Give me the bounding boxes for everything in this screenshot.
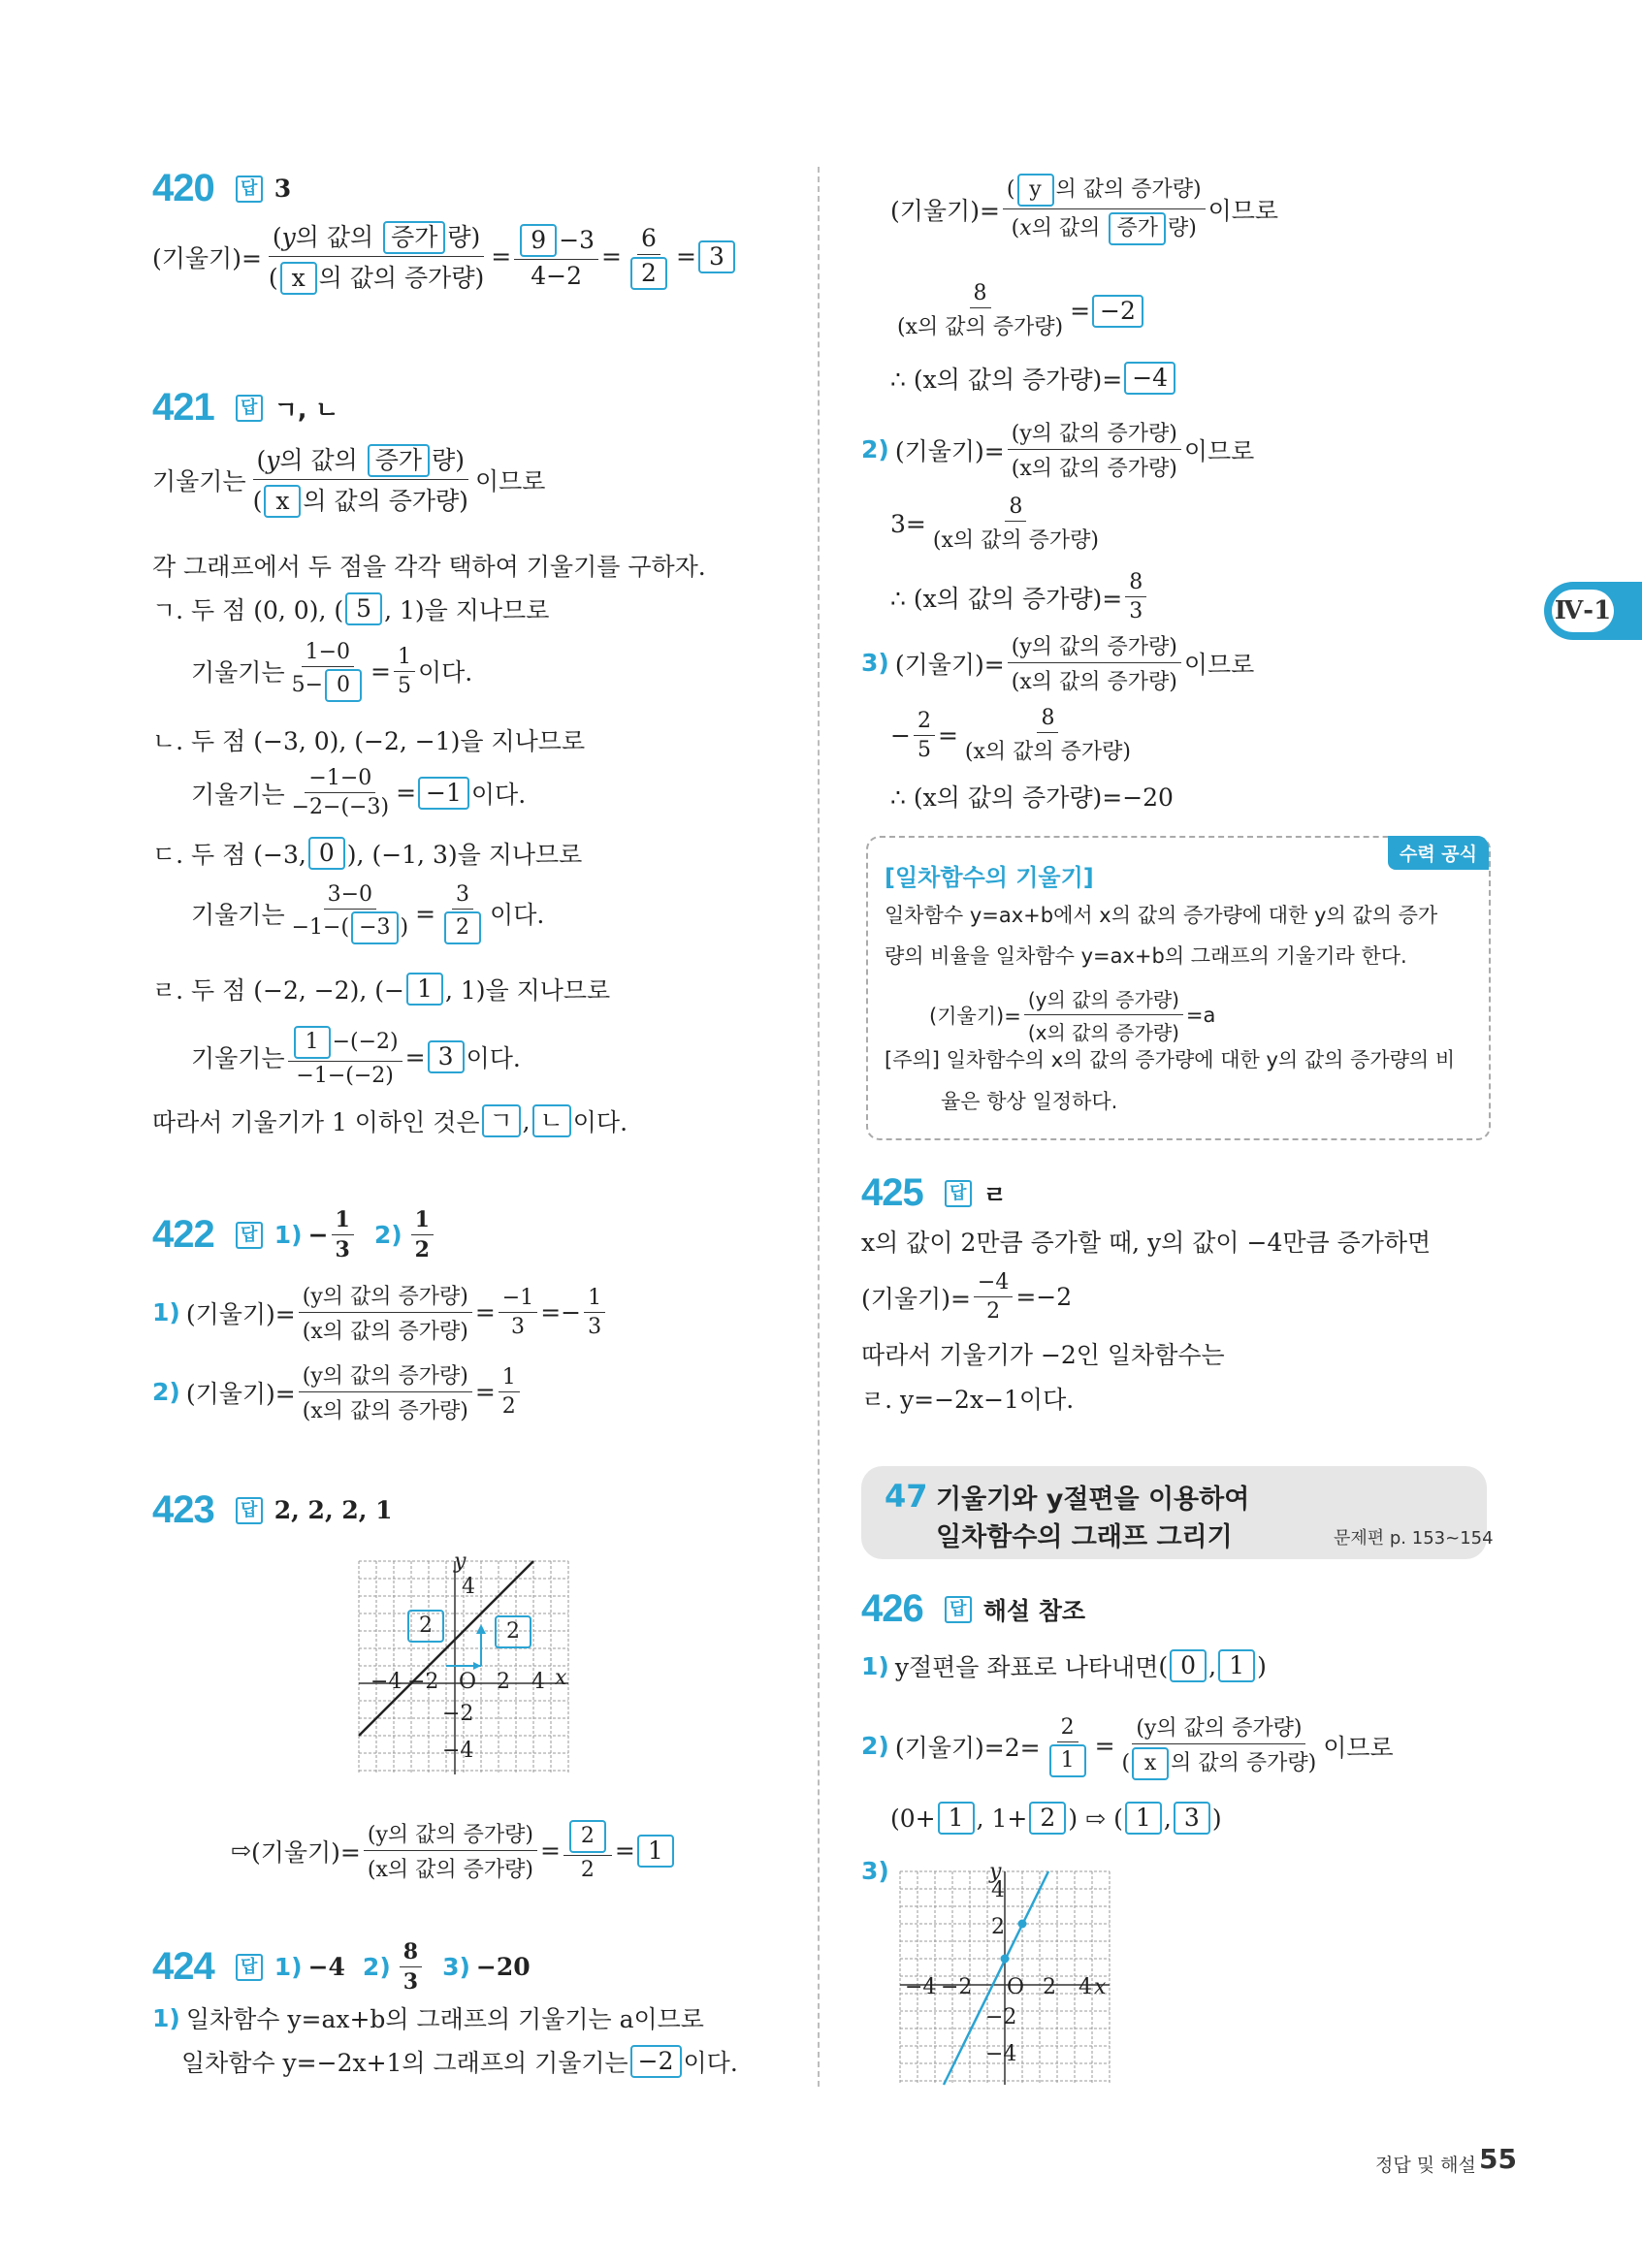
tick-label: −2 (941, 1975, 973, 1999)
blank-box: 2 (630, 257, 667, 290)
blank-box: 증가 (1109, 212, 1166, 245)
answer-mark: 답 (945, 1180, 972, 1207)
fraction: $\frac{-1-0}{-2-(-3)}$ (291, 766, 390, 819)
answer-mark: 답 (236, 1222, 263, 1249)
tick-label: 4 (1079, 1975, 1092, 1999)
problem-number: 425 (861, 1171, 923, 1214)
blank-box: ㄴ (532, 1104, 571, 1137)
blank-box: 1 (938, 1802, 975, 1835)
p421-conclusion: 따라서 기울기가 1 이하인 것은 ㄱ , ㄴ 이다. (152, 1106, 628, 1136)
problem-423-header (152, 1488, 393, 1532)
text: ㄴ. 두 점 (−3, 0), (−2, −1)을 지나므로 (152, 727, 586, 755)
text: ㄱ. 두 점 (0, 0), ( (152, 596, 344, 624)
tick-label: 4 (531, 1670, 545, 1694)
axis-label: O (459, 1670, 477, 1694)
var-y: y (266, 446, 280, 474)
tick-label: −4 (370, 1670, 402, 1694)
eq: = (491, 242, 512, 271)
r-s3-c: ∴ (x의 값의 증가량)=−20 (890, 783, 1174, 812)
tick-label: 4 (462, 1575, 475, 1599)
text: 6 (637, 224, 660, 255)
fraction: $\frac{3}{2}$ (438, 882, 487, 944)
blank-box: 1 (1049, 1744, 1086, 1777)
axis-label: x (555, 1666, 567, 1690)
p422-line2: 2) (기울기)= $\frac{\text{(y의 값의 증가량)}}{\text{(x의 값의 증가량)}}$ = $\frac{1}{2}$ (152, 1359, 523, 1424)
blank-box: 0 (1170, 1649, 1207, 1682)
r-s3-b: − $\frac{2}{5}$ = $\frac{8}{\text{(x의 값의 증가량)}}$ (890, 706, 1131, 764)
p426-line4-label: 3) (861, 1857, 889, 1885)
blank-box: −2 (630, 2045, 682, 2078)
p421-line2 (152, 548, 706, 583)
tick-label: −4 (985, 2042, 1017, 2066)
answer-mark: 답 (236, 1954, 263, 1981)
r-line1: (기울기)= $\frac{\text{( y 의 값의 증가량)}}{\text{(x의 값의 증가 량)}}$ 이므로 (890, 173, 1278, 245)
formula-tag: 수력 공식 (1388, 836, 1489, 870)
problem-number: 420 (152, 167, 214, 209)
text: 의 값의 증가량 (318, 264, 475, 292)
p421-g3: ㄷ. 두 점 (−3, 0 ), (−1, 3)을 지나므로 (152, 839, 583, 869)
axis-label: O (1007, 1975, 1025, 1999)
p425-line1: x의 값이 2만큼 증가할 때, y의 값이 −4만큼 증가하면 (861, 1229, 1432, 1257)
p426-line2: 2) (기울기)=2= $\frac{2}{1}$ = $\frac{\text{(y의 값의 증가량)}}{\text{( x 의 값의 증가량)}}$ 이므로 (861, 1711, 1394, 1780)
problem-420-header (152, 167, 291, 210)
answer-value: 해설 참조 (982, 1596, 1086, 1625)
blank-box: −1 (418, 777, 469, 810)
blank-box: 1 (294, 1026, 331, 1059)
problem-number: 422 (152, 1213, 214, 1256)
problem-number: 423 (152, 1488, 214, 1531)
p421-g2 (152, 722, 585, 757)
formula-note1: [주의] 일차함수의 x의 값의 증가량에 대한 y의 값의 증가량의 비 (885, 1048, 1456, 1071)
text: −3 (559, 225, 596, 254)
p424-line1: 1) 일차함수 y=ax+b의 그래프의 기울기는 a이므로 (152, 2003, 704, 2033)
eq: = (676, 242, 696, 271)
problem-420-formula (152, 218, 737, 295)
p423-result: ⇨ (기울기)= $\frac{\text{(y의 값의 증가량)}}{\text{(x의 값의 증가량)}}$ = $\frac{2}{2}$ = 1 (231, 1818, 676, 1883)
blank-box: ㄱ (482, 1104, 521, 1137)
problem-number: 424 (152, 1945, 214, 1988)
blank-box: −4 (1124, 362, 1175, 395)
p425-line2: (기울기)= $\frac{-4}{2}$ =−2 (861, 1270, 1073, 1324)
r-s2-b: 3= $\frac{8}{\text{(x의 값의 증가량)}}$ (890, 495, 1099, 553)
p421-g3-slope: 기울기는 $\frac{3-0}{-1-( -3 )}$ = $\frac{3}{2}$ 이다. (191, 882, 544, 944)
blank-box: 2 (444, 911, 481, 944)
blank-box: x (1132, 1747, 1169, 1780)
graph-blank-box: 2 (495, 1615, 531, 1648)
blank-box: 0 (325, 669, 362, 702)
blank-box: 2 (1029, 1802, 1066, 1835)
text: 각 그래프에서 두 점을 각각 택하여 기울기를 구하자. (152, 553, 706, 581)
r-s3: 3) (기울기)= $\frac{\text{(y의 값의 증가량)}}{\text{(x의 값의 증가량)}}$ 이므로 (861, 630, 1254, 695)
answer-mark: 답 (945, 1596, 972, 1623)
blank-box: 1 (1125, 1802, 1162, 1835)
section-number: 47 (885, 1478, 928, 1515)
formula-line1: 일차함수 y=ax+b에서 x의 값의 증가량에 대한 y의 값의 증가 (885, 904, 1438, 927)
answer-mark: 답 (236, 395, 263, 422)
fraction: $\frac{1}{5}$ (394, 645, 415, 698)
fraction: $\frac{\text{(y의 값의 증가 량)}}{\text{( x 의 값의 증가량)}}$ (249, 441, 472, 518)
answer-mark: 답 (236, 1497, 263, 1524)
formula-line2: 량의 비율을 일차함수 y=ax+b의 그래프의 기울기라 한다. (885, 944, 1407, 968)
text: 의 값의 (279, 446, 366, 474)
answer-value: ㄱ, ㄴ (274, 395, 339, 424)
p421-g1 (152, 591, 549, 626)
axis-label: y (454, 1549, 467, 1574)
blank-box: −3 (351, 911, 398, 944)
tick-label: 2 (497, 1670, 510, 1694)
p426-line1: 1) y절편을 좌표로 나타내면 ( 0 , 1 ) (861, 1651, 1267, 1681)
fraction (514, 224, 598, 290)
tick-label: −4 (905, 1975, 937, 1999)
answer-value: 3 (274, 175, 292, 203)
text: 기울기는 (191, 658, 285, 687)
slope-label: (기울기)= (152, 243, 262, 272)
p421-line1 (152, 441, 545, 518)
page-number: 55 (1479, 2143, 1517, 2175)
blank-box: 1 (406, 973, 443, 1006)
formula-note2: 율은 항상 일정하다. (941, 1090, 1118, 1113)
text: 량 (432, 446, 456, 474)
blank-box: x (264, 485, 301, 518)
problem-number: 426 (861, 1587, 923, 1630)
answer-value: 2, 2, 2, 1 (274, 1496, 393, 1524)
p421-g4-slope: 기울기는 $\frac{1 -(-2)}{-1-(-2)}$ = 3 이다. (191, 1026, 521, 1088)
tick-label: −2 (442, 1702, 474, 1726)
section-ref: 문제편 p. 153~154 (1334, 1528, 1494, 1549)
section-title-2: 일차함수의 그래프 그리기 (936, 1522, 1233, 1552)
blank-box: 1 (1218, 1649, 1255, 1682)
problem-422-header: 422 답 1) − $\frac{1}{3}$ 2) $\frac{1}{2}$ (152, 1207, 436, 1262)
fraction: $\frac{1-0}{5- 0}$ (288, 640, 368, 702)
p421-g2-slope: 기울기는 $\frac{-1-0}{-2-(-3)}$ = −1 이다. (191, 766, 527, 819)
footer-label: 정답 및 해설 (1375, 2155, 1476, 2176)
r-line2: $\frac{8}{\text{(x의 값의 증가량)}}$ = −2 (890, 281, 1145, 340)
text: 의 값의 증가량 (303, 487, 460, 515)
text: 의 값의 (295, 223, 382, 251)
blank-box: y (1017, 174, 1054, 207)
blank-box: 3 (698, 240, 735, 273)
text: 량 (447, 223, 471, 251)
formula-title: [일차함수의 기울기] (885, 864, 1094, 891)
blank-box: x (280, 262, 317, 295)
blank-box: 0 (308, 837, 345, 870)
tick-label: 4 (991, 1878, 1005, 1902)
formula-eq: (기울기)= $\frac{\text{(y의 값의 증가량)}}{\text{(x의 값의 증가량)}}$ =a (929, 984, 1215, 1045)
blank-box: 5 (345, 592, 382, 625)
chapter-tab (1544, 582, 1642, 640)
problem-number: 421 (152, 386, 214, 429)
p426-line3: ( 0+ 1 , 1+ 2 ) ⇨ ( 1 , 3 ) (890, 1802, 1222, 1835)
text: 4−2 (531, 261, 582, 290)
r-line3: ∴ (x의 값의 증가량)= −4 (890, 361, 1177, 396)
problem-424-header: 424 답 1) −4 2) $\frac{8}{3}$ 3) −20 (152, 1939, 531, 1995)
text: 기울기는 (152, 466, 246, 495)
p424-line2: 일차함수 y=−2x+1의 그래프의 기울기는 −2 이다. (181, 2047, 738, 2077)
p425-line4: ㄹ. y=−2x−1이다. (861, 1386, 1075, 1414)
tick-label: 2 (1043, 1975, 1056, 1999)
problem-421-header (152, 386, 338, 430)
blank-box: 증가 (368, 444, 430, 477)
p425-line3: 따라서 기울기가 −2인 일차함수는 (861, 1341, 1225, 1369)
tick-label: 2 (991, 1915, 1005, 1939)
column-divider (818, 167, 820, 2087)
problem-425-header (861, 1171, 1007, 1215)
tick-label: −2 (407, 1670, 439, 1694)
fraction: $\frac{1 -(-2)}{-1-(-2)}$ (288, 1026, 402, 1088)
text: 이므로 (474, 466, 546, 495)
p421-g1-slope: 기울기는 $\frac{1-0}{5- 0}$ = $\frac{1}{5}$ 이다. (191, 640, 472, 702)
axis-label: x (1094, 1975, 1107, 1999)
eq: = (601, 242, 622, 271)
blank-box: 증가 (383, 221, 445, 254)
blank-box: 2 (569, 1820, 606, 1853)
fraction (625, 224, 673, 290)
section-title-1: 기울기와 y절편을 이용하여 (936, 1485, 1250, 1515)
text: , 1)을 지나므로 (384, 596, 550, 624)
blank-box: −2 (1092, 295, 1143, 328)
fraction: $\frac{3-0}{-1-( -3 )}$ (288, 882, 412, 944)
blank-box: 1 (637, 1835, 674, 1868)
axis-label: y (989, 1860, 1002, 1884)
problem-426-header (861, 1587, 1085, 1631)
answer-value: ㄹ (982, 1180, 1007, 1209)
chapter-tab-label: Ⅳ-1 (1552, 590, 1614, 632)
answer-mark: 답 (236, 176, 263, 203)
fraction: $\frac{\text{(y의 값의 증가 량)}}{\text{( x 의 값의 증가량)}}$ (265, 218, 488, 295)
graph-blank-box: 2 (407, 1610, 444, 1643)
r-s2: 2) (기울기)= $\frac{\text{(y의 값의 증가량)}}{\text{(x의 값의 증가량)}}$ 이므로 (861, 417, 1254, 482)
p422-line1: 1) (기울기)= $\frac{\text{(y의 값의 증가량)}}{\text{(x의 값의 증가량)}}$ = $\frac{-1}{3}$ =− $\frac{1}{3}$ (152, 1280, 608, 1345)
r-s2-c: ∴ (x의 값의 증가량)= $\frac{8}{3}$ (890, 570, 1149, 623)
blank-box: 3 (428, 1040, 465, 1073)
blank-box: 3 (1174, 1802, 1210, 1835)
var-y: y (281, 223, 296, 251)
blank-box: 9 (520, 224, 557, 257)
p421-g4: ㄹ. 두 점 (−2, −2), (− 1 , 1)을 지나므로 (152, 974, 611, 1005)
tick-label: −4 (442, 1739, 474, 1763)
tick-label: −2 (985, 2005, 1017, 2029)
